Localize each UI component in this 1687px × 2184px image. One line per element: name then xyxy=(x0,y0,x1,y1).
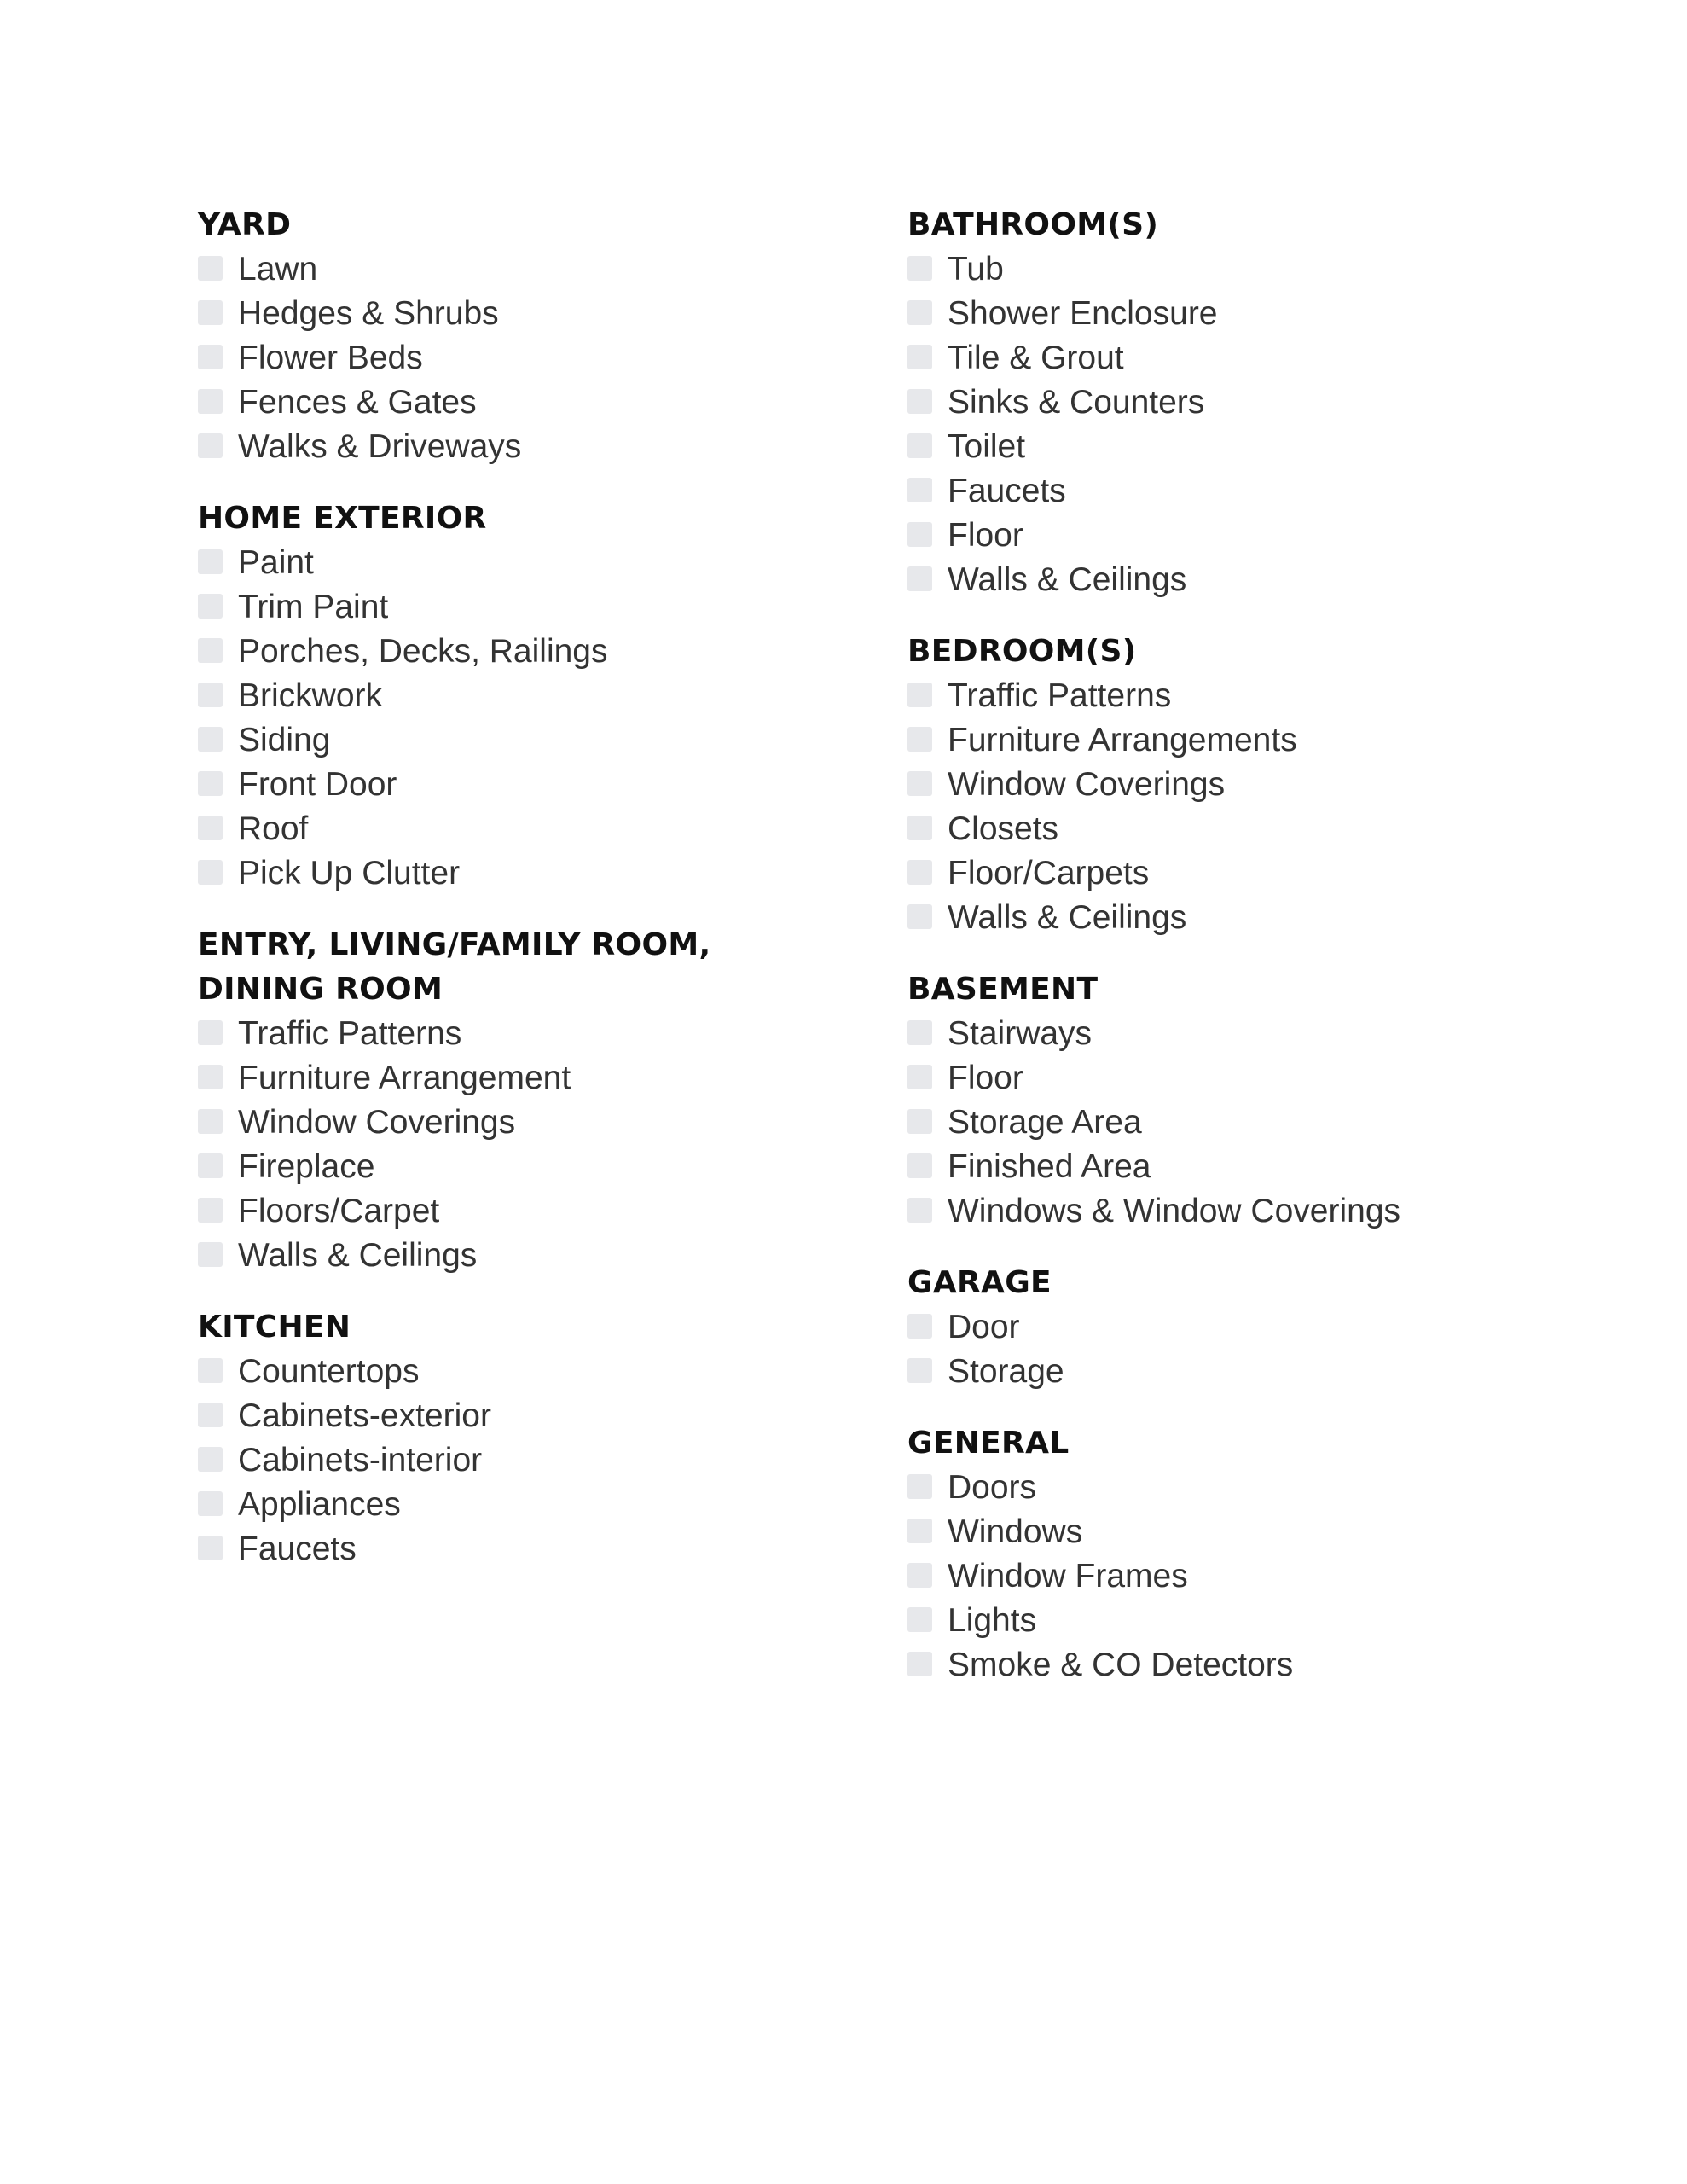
checklist-item[interactable] xyxy=(907,763,1556,807)
checklist xyxy=(907,247,1556,602)
checklist-item[interactable] xyxy=(198,1438,846,1483)
checklist-item-label: Window Frames xyxy=(948,1558,1188,1594)
section-heading xyxy=(907,630,1556,674)
checklist-item[interactable] xyxy=(198,851,846,896)
section-heading-line: BASEMENT xyxy=(907,972,1099,1007)
checklist-item-label: Faucets xyxy=(238,1531,357,1567)
checkbox[interactable] xyxy=(198,594,223,619)
checklist-item[interactable] xyxy=(907,380,1556,425)
checklist xyxy=(198,247,846,469)
checkbox[interactable] xyxy=(907,816,932,840)
checklist-item-label: Walls & Ceilings xyxy=(948,899,1187,936)
checklist-item-label: Furniture Arrangement xyxy=(238,1060,571,1096)
checklist xyxy=(907,1305,1556,1394)
checklist-item-label: Doors xyxy=(948,1469,1037,1506)
checklist-item-label: Appliances xyxy=(238,1486,401,1523)
checkbox[interactable] xyxy=(198,345,223,369)
checkbox[interactable] xyxy=(907,1198,932,1223)
checkbox[interactable] xyxy=(907,566,932,591)
section-heading-line: YARD xyxy=(198,207,292,242)
checklist-item-label: Window Coverings xyxy=(948,766,1226,803)
checkbox[interactable] xyxy=(198,389,223,414)
checklist-item[interactable] xyxy=(907,851,1556,896)
checkbox[interactable] xyxy=(907,1358,932,1383)
checkbox[interactable] xyxy=(198,549,223,574)
checklist-item[interactable] xyxy=(907,1305,1556,1350)
checklist-item[interactable] xyxy=(198,1145,846,1189)
checkbox[interactable] xyxy=(198,1020,223,1045)
checklist-item-label: Countertops xyxy=(238,1353,420,1390)
checkbox[interactable] xyxy=(198,1065,223,1089)
checklist-item-label: Brickwork xyxy=(238,677,383,714)
checklist-item-label: Windows & Window Coverings xyxy=(948,1193,1401,1229)
checkbox[interactable] xyxy=(198,682,223,707)
checkbox[interactable] xyxy=(198,1109,223,1134)
checklist-item-label: Furniture Arrangements xyxy=(948,722,1297,758)
checklist-item[interactable] xyxy=(907,1012,1556,1056)
checkbox[interactable] xyxy=(198,1242,223,1267)
checklist-item[interactable] xyxy=(198,1483,846,1527)
checklist-item[interactable] xyxy=(907,469,1556,514)
checkbox[interactable] xyxy=(907,1065,932,1089)
checkbox[interactable] xyxy=(198,256,223,281)
checklist-item-label: Window Coverings xyxy=(238,1104,516,1141)
section-heading xyxy=(907,1261,1556,1305)
checklist-item[interactable] xyxy=(198,763,846,807)
checklist xyxy=(198,541,846,896)
checkbox[interactable] xyxy=(907,682,932,707)
checkbox[interactable] xyxy=(907,1020,932,1045)
checklist-item[interactable] xyxy=(907,1101,1556,1145)
checklist-item-label: Walks & Driveways xyxy=(238,428,522,465)
checkbox[interactable] xyxy=(198,1447,223,1472)
checklist-item-label: Traffic Patterns xyxy=(238,1015,462,1052)
checklist-item[interactable] xyxy=(198,1189,846,1234)
checklist-item[interactable] xyxy=(198,247,846,292)
checklist-item[interactable] xyxy=(907,425,1556,469)
section-heading xyxy=(198,1305,846,1350)
checklist xyxy=(907,1012,1556,1234)
checklist-item[interactable] xyxy=(198,1056,846,1101)
right-column xyxy=(907,203,1556,1715)
checklist-item[interactable] xyxy=(198,1012,846,1056)
checkbox[interactable] xyxy=(907,860,932,885)
checklist-item[interactable] xyxy=(198,674,846,718)
checkbox[interactable] xyxy=(907,1652,932,1676)
checkbox[interactable] xyxy=(198,300,223,325)
section-heading-line: BEDROOM(S) xyxy=(907,634,1137,669)
checklist-item[interactable] xyxy=(907,292,1556,336)
checklist-item[interactable] xyxy=(907,336,1556,380)
checklist-item-label: Toilet xyxy=(948,428,1026,465)
checklist-item[interactable] xyxy=(198,1527,846,1571)
checklist-item[interactable] xyxy=(198,336,846,380)
section-yard xyxy=(198,203,846,469)
checkbox[interactable] xyxy=(198,771,223,796)
checklist-item-label: Traffic Patterns xyxy=(948,677,1172,714)
section-heading xyxy=(198,497,846,541)
checklist-item-label: Walls & Ceilings xyxy=(948,561,1187,598)
checklist-item-label: Tile & Grout xyxy=(948,340,1124,376)
checklist-item-label: Fireplace xyxy=(238,1148,375,1185)
checkbox[interactable] xyxy=(198,727,223,752)
checklist-item-label: Floor/Carpets xyxy=(948,855,1150,892)
checklist-item[interactable] xyxy=(907,1554,1556,1599)
checkbox[interactable] xyxy=(198,1153,223,1178)
checkbox[interactable] xyxy=(198,1491,223,1516)
checklist-item-label: Cabinets-interior xyxy=(238,1442,483,1478)
checkbox[interactable] xyxy=(907,433,932,458)
section-heading-line: GARAGE xyxy=(907,1265,1052,1300)
checklist-item-label: Finished Area xyxy=(948,1148,1151,1185)
checklist-item-label: Shower Enclosure xyxy=(948,295,1218,332)
checklist-item-label: Siding xyxy=(238,722,331,758)
checklist xyxy=(907,674,1556,940)
checklist-item-label: Storage xyxy=(948,1353,1064,1390)
left-column xyxy=(198,203,846,1599)
section-general xyxy=(907,1421,1556,1687)
section-heading-line: BATHROOM(S) xyxy=(907,207,1159,242)
checklist-item-label: Cabinets-exterior xyxy=(238,1397,491,1434)
checkbox[interactable] xyxy=(907,727,932,752)
checkbox[interactable] xyxy=(907,1519,932,1543)
checklist xyxy=(198,1350,846,1571)
section-heading-line: GENERAL xyxy=(907,1426,1070,1461)
checklist-item-label: Paint xyxy=(238,544,314,581)
checklist-item-label: Hedges & Shrubs xyxy=(238,295,499,332)
checklist-item-label: Fences & Gates xyxy=(238,384,477,421)
checklist-item[interactable] xyxy=(907,1510,1556,1554)
checkbox[interactable] xyxy=(907,300,932,325)
checkbox[interactable] xyxy=(198,1403,223,1427)
checkbox[interactable] xyxy=(907,389,932,414)
checkbox[interactable] xyxy=(198,1198,223,1223)
checkbox[interactable] xyxy=(198,816,223,840)
checklist-item-label: Walls & Ceilings xyxy=(238,1237,478,1274)
checklist-item-label: Porches, Decks, Railings xyxy=(238,633,608,670)
checklist-item-label: Lawn xyxy=(238,251,318,288)
checkbox[interactable] xyxy=(198,860,223,885)
section-heading-line: KITCHEN xyxy=(198,1310,351,1345)
section-heading xyxy=(198,923,846,1012)
checkbox[interactable] xyxy=(907,771,932,796)
section-heading xyxy=(907,203,1556,247)
checklist-item[interactable] xyxy=(198,630,846,674)
checklist-item-label: Flower Beds xyxy=(238,340,423,376)
section-heading xyxy=(198,203,846,247)
checklist-item[interactable] xyxy=(198,541,846,585)
checklist-item[interactable] xyxy=(907,807,1556,851)
section-home-exterior xyxy=(198,497,846,896)
section-bathroom-s xyxy=(907,203,1556,602)
checklist-item[interactable] xyxy=(907,1643,1556,1687)
checklist-item[interactable] xyxy=(198,292,846,336)
section-heading xyxy=(907,967,1556,1012)
section-heading-line: DINING ROOM xyxy=(198,972,443,1007)
section-heading-line: HOME EXTERIOR xyxy=(198,501,487,536)
checklist-item[interactable] xyxy=(198,585,846,630)
checkbox[interactable] xyxy=(907,1563,932,1588)
checklist-item-label: Floors/Carpet xyxy=(238,1193,440,1229)
checklist-item-label: Roof xyxy=(238,810,309,847)
checklist-item[interactable] xyxy=(907,1145,1556,1189)
checklist-item-label: Sinks & Counters xyxy=(948,384,1205,421)
checklist xyxy=(907,1466,1556,1687)
checklist-item[interactable] xyxy=(907,514,1556,558)
section-heading-line: ENTRY, LIVING/FAMILY ROOM, xyxy=(198,927,711,962)
checklist-item-label: Faucets xyxy=(948,473,1066,509)
checklist-item[interactable] xyxy=(198,807,846,851)
checklist-item-label: Lights xyxy=(948,1602,1037,1639)
checklist-item-label: Storage Area xyxy=(948,1104,1142,1141)
checkbox[interactable] xyxy=(198,638,223,663)
checklist-item[interactable] xyxy=(907,1056,1556,1101)
checklist-item-label: Trim Paint xyxy=(238,589,389,625)
checkbox[interactable] xyxy=(198,1536,223,1560)
checklist-item[interactable] xyxy=(907,247,1556,292)
checklist-item-label: Tub xyxy=(948,251,1004,288)
checkbox[interactable] xyxy=(907,1314,932,1339)
checklist-item[interactable] xyxy=(907,1466,1556,1510)
section-bedroom-s xyxy=(907,630,1556,940)
checkbox[interactable] xyxy=(907,1474,932,1499)
checkbox[interactable] xyxy=(907,1153,932,1178)
checkbox[interactable] xyxy=(198,1358,223,1383)
checkbox[interactable] xyxy=(907,904,932,929)
checklist-item-label: Floor xyxy=(948,517,1023,554)
checklist-item[interactable] xyxy=(198,380,846,425)
checklist-item[interactable] xyxy=(198,425,846,469)
checklist-item-label: Stairways xyxy=(948,1015,1093,1052)
checklist-item[interactable] xyxy=(907,896,1556,940)
checklist-item-label: Closets xyxy=(948,810,1059,847)
checklist-item-label: Windows xyxy=(948,1513,1083,1550)
checkbox[interactable] xyxy=(907,478,932,502)
section-entry-living-family-room-dining-room xyxy=(198,923,846,1278)
checklist-item[interactable] xyxy=(907,558,1556,602)
checkbox[interactable] xyxy=(907,1607,932,1632)
checklist-item[interactable] xyxy=(198,1234,846,1278)
checklist-item[interactable] xyxy=(198,1101,846,1145)
checklist-item[interactable] xyxy=(198,1350,846,1394)
checklist xyxy=(198,1012,846,1278)
checkbox[interactable] xyxy=(907,522,932,547)
checklist-item[interactable] xyxy=(907,674,1556,718)
checklist-item-label: Door xyxy=(948,1309,1020,1345)
checkbox[interactable] xyxy=(907,1109,932,1134)
checklist-item[interactable] xyxy=(198,1394,846,1438)
checkbox[interactable] xyxy=(907,345,932,369)
checkbox[interactable] xyxy=(198,433,223,458)
checklist-item[interactable] xyxy=(907,1599,1556,1643)
checklist-item[interactable] xyxy=(907,1189,1556,1234)
section-basement xyxy=(907,967,1556,1234)
checklist-item-label: Front Door xyxy=(238,766,397,803)
checkbox[interactable] xyxy=(907,256,932,281)
checklist-item[interactable] xyxy=(198,718,846,763)
checklist-item-label: Smoke & CO Detectors xyxy=(948,1647,1294,1683)
checklist-item[interactable] xyxy=(907,718,1556,763)
checklist-item-label: Floor xyxy=(948,1060,1023,1096)
section-kitchen xyxy=(198,1305,846,1571)
section-heading xyxy=(907,1421,1556,1466)
section-garage xyxy=(907,1261,1556,1394)
checklist-item-label: Pick Up Clutter xyxy=(238,855,461,892)
checklist-item[interactable] xyxy=(907,1350,1556,1394)
